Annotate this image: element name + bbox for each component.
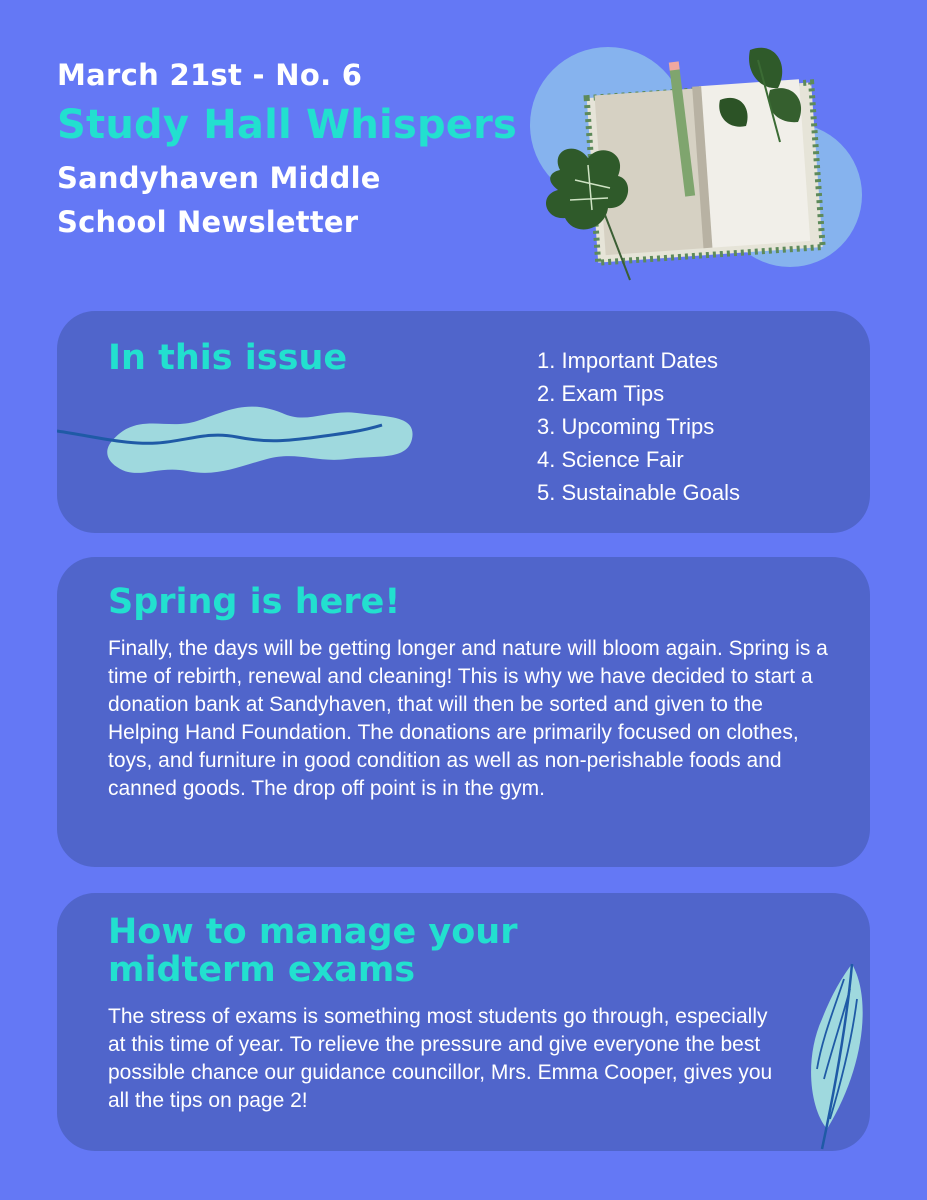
toc-item-exam-tips[interactable]: 2. Exam Tips [537, 381, 665, 406]
in-this-issue-card [57, 311, 870, 533]
newsletter-title: Study Hall Whispers [57, 102, 518, 148]
table-of-contents [537, 344, 740, 509]
feather-leaf-icon [802, 959, 872, 1154]
issue-date: March 21st - No. 6 [57, 58, 363, 92]
exams-body: The stress of exams is something most students go through, especially at this time of year. To relieve the pressure and give everyone the best possible chance our guidance councillor, Mrs. Emma Cooper, gives you all the tips on page 2! [108, 1005, 773, 1112]
toc-item-sustainable-goals[interactable]: 5. Sustainable Goals [537, 480, 741, 505]
spring-article-card [57, 557, 870, 867]
in-this-issue-heading: In this issue [108, 338, 348, 378]
spring-body: Finally, the days will be getting longer and nature will bloom again. Spring is a time of rebirth, renewal and cleaning! This is why we have decided to start a donation bank at Sandyhaven, that will then be sorted and given to the Helping Hand Foundation. The donations are primarily focused on clothes, toys, and furniture in good condition as well as non-perishable foods and canned goods. The drop off point is in the gym. [108, 637, 828, 800]
exams-heading: How to manage your midterm exams [108, 912, 518, 990]
toc-item-important-dates[interactable]: 1. Important Dates [537, 348, 718, 373]
toc-item-upcoming-trips[interactable]: 3. Upcoming Trips [537, 414, 715, 439]
spring-heading: Spring is here! [108, 582, 401, 622]
toc-item-science-fair[interactable]: 4. Science Fair [537, 447, 684, 472]
newsletter-header [57, 58, 527, 244]
exams-article-card [57, 893, 870, 1151]
wavy-leaf-icon [57, 401, 437, 491]
notebook-illustration-icon [520, 30, 890, 300]
newsletter-subtitle: Sandyhaven Middle School Newsletter [57, 161, 381, 239]
